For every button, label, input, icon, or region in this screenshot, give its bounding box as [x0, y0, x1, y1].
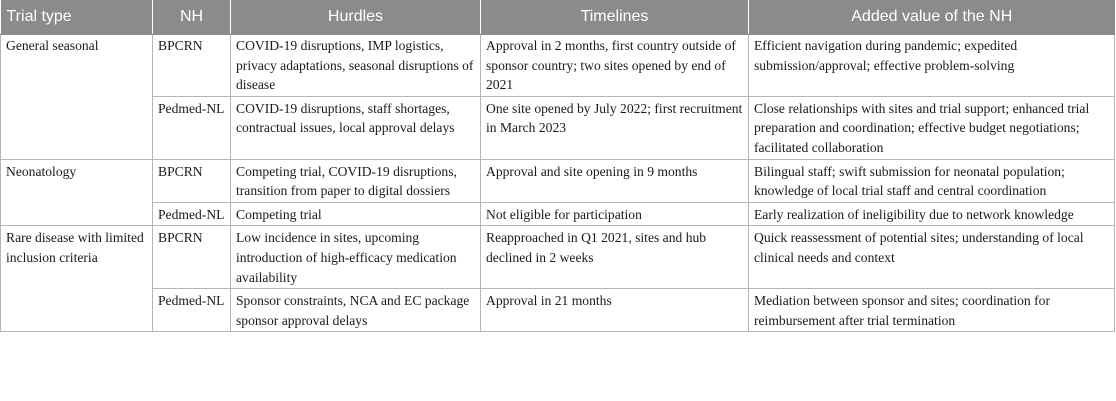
trial-type-cell: Rare disease with limited inclusion criteria: [1, 226, 153, 332]
added-value-cell: Mediation between sponsor and sites; coordination for reimbursement after trial termination: [749, 289, 1115, 332]
header-row: [1, 0, 1115, 35]
header-timelines: Timelines: [481, 0, 749, 35]
header-hurdles: Hurdles: [231, 0, 481, 35]
table-row: [1, 159, 1115, 202]
table-row: [1, 35, 1115, 97]
trial-type-cell: General seasonal: [1, 35, 153, 160]
nh-cell: BPCRN: [153, 159, 231, 202]
added-value-cell: Bilingual staff; swift submission for neonatal population; knowledge of local trial staff and central coordination: [749, 159, 1115, 202]
added-value-cell: Early realization of ineligibility due to network knowledge: [749, 202, 1115, 226]
header-trial-type: Trial type: [1, 0, 153, 35]
hurdles-cell: Low incidence in sites, upcoming introduction of high-efficacy medication availability: [231, 226, 481, 289]
added-value-cell: Efficient navigation during pandemic; expedited submission/approval; effective problem-solving: [749, 35, 1115, 97]
timelines-cell: One site opened by July 2022; first recruitment in March 2023: [481, 96, 749, 159]
timelines-cell: Approval in 2 months, first country outside of sponsor country; two sites opened by end of 2021: [481, 35, 749, 97]
added-value-cell: Quick reassessment of potential sites; understanding of local clinical needs and context: [749, 226, 1115, 289]
table-row: [1, 96, 1115, 159]
trial-type-cell: Neonatology: [1, 159, 153, 226]
table-header: [1, 0, 1115, 35]
table-row: [1, 226, 1115, 289]
nh-cell: Pedmed-NL: [153, 96, 231, 159]
nh-cell: Pedmed-NL: [153, 289, 231, 332]
hurdles-cell: Competing trial: [231, 202, 481, 226]
timelines-cell: Not eligible for participation: [481, 202, 749, 226]
hurdles-cell: Competing trial, COVID-19 disruptions, transition from paper to digital dossiers: [231, 159, 481, 202]
timelines-cell: Approval in 21 months: [481, 289, 749, 332]
timelines-cell: Reapproached in Q1 2021, sites and hub declined in 2 weeks: [481, 226, 749, 289]
table-row: [1, 289, 1115, 332]
nh-cell: BPCRN: [153, 35, 231, 97]
header-added-value: Added value of the NH: [749, 0, 1115, 35]
added-value-cell: Close relationships with sites and trial support; enhanced trial preparation and coordination; effective budget negotiations; facilitated collaboration: [749, 96, 1115, 159]
table-row: [1, 202, 1115, 226]
nh-cell: Pedmed-NL: [153, 202, 231, 226]
hurdles-cell: COVID-19 disruptions, IMP logistics, privacy adaptations, seasonal disruptions of disease: [231, 35, 481, 97]
nh-cell: BPCRN: [153, 226, 231, 289]
table-body: [1, 35, 1115, 332]
hurdles-cell: COVID-19 disruptions, staff shortages, contractual issues, local approval delays: [231, 96, 481, 159]
header-nh: NH: [153, 0, 231, 35]
hurdles-cell: Sponsor constraints, NCA and EC package sponsor approval delays: [231, 289, 481, 332]
timelines-cell: Approval and site opening in 9 months: [481, 159, 749, 202]
